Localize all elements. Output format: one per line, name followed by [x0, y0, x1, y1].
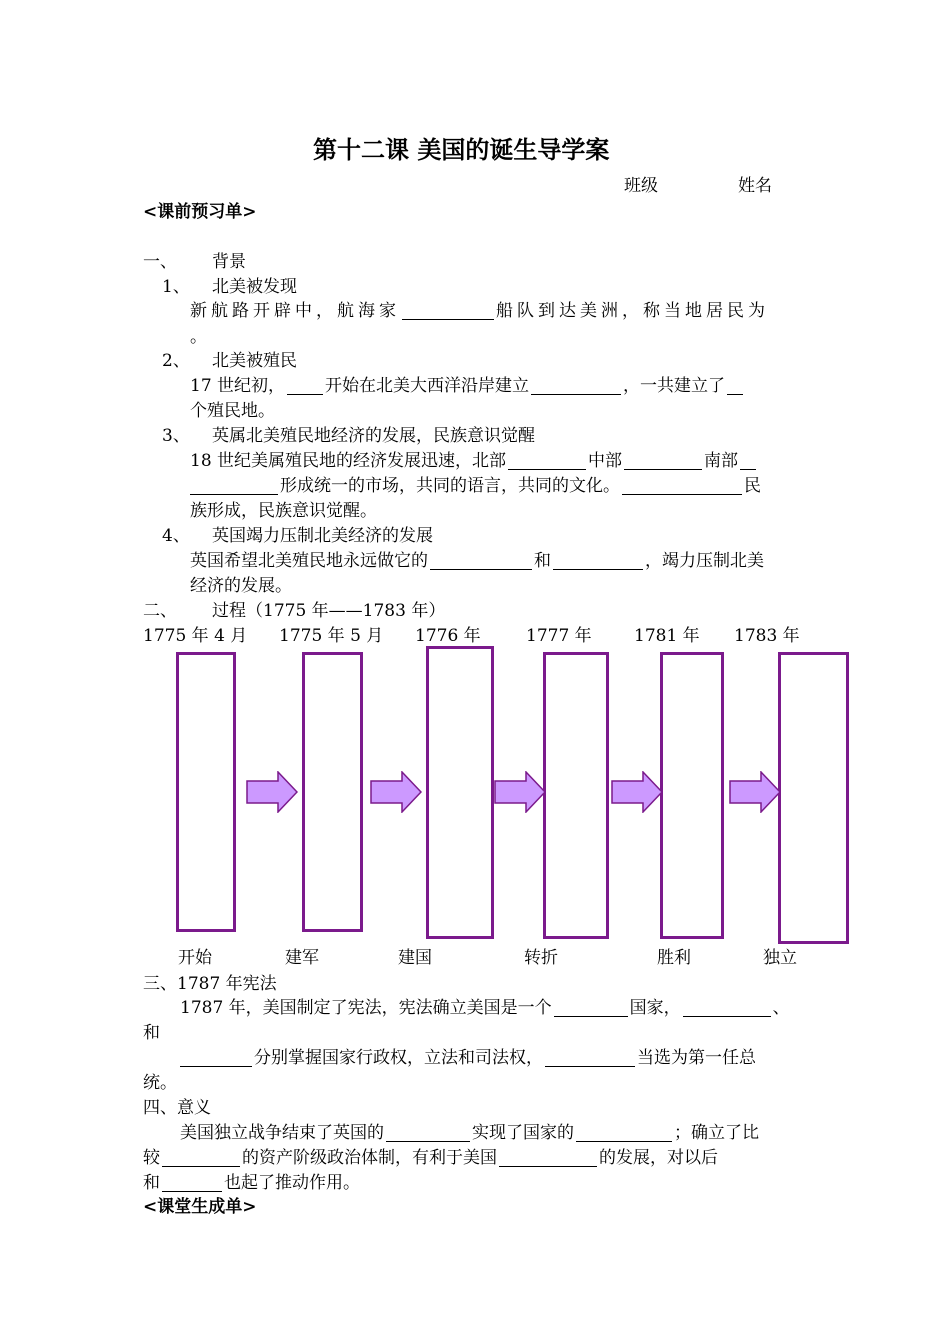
blank-field[interactable]	[162, 1175, 222, 1192]
blank-field[interactable]	[162, 1150, 240, 1167]
stage-label: 建军	[285, 948, 319, 968]
stage-label: 胜利	[657, 948, 691, 968]
text-segment: 和	[534, 551, 551, 571]
blank-field[interactable]	[180, 1050, 252, 1067]
text-segment: 开始在北美大西洋沿岸建立	[325, 376, 530, 396]
blank-field[interactable]	[402, 303, 494, 320]
stage-label: 建国	[398, 948, 432, 968]
blank-field[interactable]	[624, 453, 702, 470]
item1-text	[190, 303, 769, 320]
section-class-heading: <课堂生成单>	[143, 1197, 257, 1217]
timeline-box-nation[interactable]	[426, 646, 494, 939]
text-segment: 分别掌握国家行政权，立法和司法权，	[254, 1048, 543, 1068]
part3-text-2	[180, 1050, 756, 1067]
item1-title: 北美被发现	[212, 277, 297, 297]
timeline-year: 1775 年 4 月	[143, 626, 248, 646]
timeline-year: 1776 年	[415, 626, 481, 646]
blank-field[interactable]	[287, 378, 323, 395]
item3-text-end: 族形成，民族意识觉醒。	[190, 501, 377, 521]
text-segment: 新航路开辟中，航海家	[190, 301, 400, 321]
text-segment: 和	[143, 1173, 160, 1193]
part3-heading: 三、1787 年宪法	[143, 974, 277, 994]
item2-number: 2、	[162, 351, 190, 371]
blank-field[interactable]	[622, 478, 742, 495]
text-segment: 18 世纪美属殖民地的经济发展迅速，北部	[190, 451, 507, 471]
timeline-box-army[interactable]	[302, 652, 363, 932]
blank-field[interactable]	[386, 1125, 470, 1142]
timeline-box-start[interactable]	[176, 652, 236, 932]
timeline-box-independence[interactable]	[778, 652, 849, 944]
part3-text-end: 统。	[143, 1073, 177, 1093]
part1-number: 一、	[143, 252, 177, 272]
text-segment: 美国独立战争结束了英国的	[180, 1123, 384, 1143]
blank-field[interactable]	[727, 378, 743, 395]
right-arrow-icon	[729, 771, 781, 813]
timeline-year: 1781 年	[634, 626, 700, 646]
timeline-box-victory[interactable]	[660, 652, 724, 939]
text-segment: ，一共建立了	[623, 376, 726, 396]
part3-text	[180, 1000, 790, 1017]
text-segment: ，竭力压制北美	[645, 551, 764, 571]
part4-text-2	[143, 1150, 718, 1167]
right-arrow-icon	[246, 771, 298, 813]
part4-text-3	[143, 1175, 360, 1192]
timeline-box-turning[interactable]	[543, 652, 609, 939]
class-label: 班级	[624, 176, 658, 196]
text-segment: 船队到达美洲，称当地居民为	[496, 301, 769, 321]
item3-text-2	[190, 478, 761, 495]
blank-field[interactable]	[554, 1000, 628, 1017]
blank-field[interactable]	[553, 553, 643, 570]
part2-number: 二、	[143, 601, 177, 621]
text-segment: 17 世纪初，	[190, 376, 286, 396]
timeline-year: 1783 年	[734, 626, 800, 646]
item3-text	[190, 453, 758, 470]
item4-text	[190, 553, 764, 570]
text-segment: 民	[744, 476, 761, 496]
section-preview-heading: <课前预习单>	[143, 202, 257, 222]
text-segment: 南部	[704, 451, 739, 471]
blank-field[interactable]	[508, 453, 586, 470]
text-segment: 也起了推动作用。	[224, 1173, 360, 1193]
right-arrow-icon	[611, 771, 663, 813]
right-arrow-icon	[494, 771, 546, 813]
item2-text	[190, 378, 745, 395]
blank-field[interactable]	[430, 553, 532, 570]
text-segment: 1787 年，美国制定了宪法，宪法确立美国是一个	[180, 998, 552, 1018]
timeline-year: 1775 年 5 月	[279, 626, 384, 646]
stage-label: 独立	[763, 948, 797, 968]
blank-field[interactable]	[190, 478, 278, 495]
name-label: 姓名	[738, 176, 772, 196]
blank-field[interactable]	[740, 453, 756, 470]
text-segment: 实现了国家的	[472, 1123, 574, 1143]
item3-number: 3、	[162, 426, 190, 446]
item4-text-end: 经济的发展。	[190, 576, 292, 596]
part4-text	[180, 1125, 759, 1142]
text-segment: 形成统一的市场，共同的语言，共同的文化。	[280, 476, 620, 496]
item1-number: 1、	[162, 277, 190, 297]
text-segment: ；确立了比	[674, 1123, 759, 1143]
text-segment: 的资产阶级政治体制，有利于美国	[242, 1148, 497, 1168]
text-segment: 较	[143, 1148, 160, 1168]
text-segment: 、	[772, 998, 790, 1018]
blank-field[interactable]	[531, 378, 621, 395]
blank-field[interactable]	[499, 1150, 597, 1167]
text-segment: 中部	[588, 451, 623, 471]
page-title: 第十二课 美国的诞生导学案	[313, 136, 610, 164]
item4-title: 英国竭力压制北美经济的发展	[212, 526, 433, 546]
stage-label: 转折	[524, 948, 558, 968]
stage-label: 开始	[178, 948, 212, 968]
part2-heading: 过程（1775 年——1783 年）	[212, 601, 446, 621]
item3-title: 英属北美殖民地经济的发展，民族意识觉醒	[212, 426, 535, 446]
item1-text-end: 。	[190, 327, 207, 347]
item2-text-end: 个殖民地。	[190, 401, 275, 421]
text-segment: 国家，	[629, 998, 681, 1018]
item2-title: 北美被殖民	[212, 351, 297, 371]
text-segment: 当选为第一任总	[637, 1048, 756, 1068]
part3-text-and: 和	[143, 1023, 160, 1043]
right-arrow-icon	[370, 771, 422, 813]
blank-field[interactable]	[545, 1050, 635, 1067]
blank-field[interactable]	[683, 1000, 771, 1017]
item4-number: 4、	[162, 526, 190, 546]
part1-heading: 背景	[212, 252, 246, 272]
part4-heading: 四、意义	[143, 1098, 211, 1118]
blank-field[interactable]	[576, 1125, 672, 1142]
text-segment: 的发展，对以后	[599, 1148, 718, 1168]
timeline-year: 1777 年	[526, 626, 592, 646]
text-segment: 英国希望北美殖民地永远做它的	[190, 551, 428, 571]
